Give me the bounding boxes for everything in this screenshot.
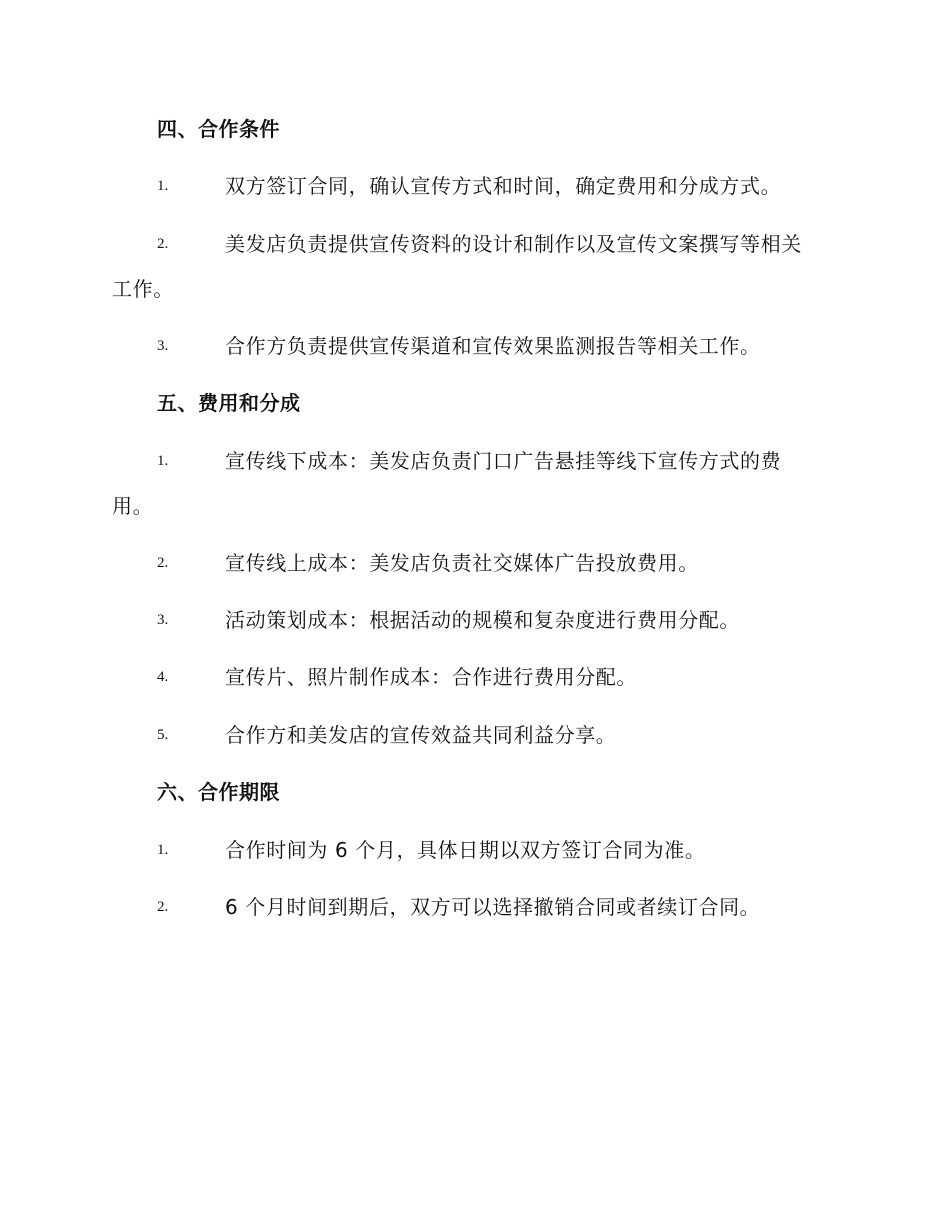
item-text: 6 个月时间到期后，双方可以选择撤销合同或者续订合同。 [225,895,761,919]
item-number: 2. [157,555,169,571]
item-number: 4. [157,669,169,685]
item-number: 5. [157,727,169,743]
section-heading: 五、费用和分成 [157,391,301,415]
item-text-continuation: 用。 [112,494,154,518]
item-number: 1. [157,453,169,469]
item-text: 宣传线下成本：美发店负责门口广告悬挂等线下宣传方式的费 [225,449,782,473]
item-number: 1. [157,178,169,194]
item-text: 合作时间为 6 个月，具体日期以双方签订合同为准。 [225,838,706,862]
item-text-continuation: 工作。 [112,277,174,301]
item-number: 1. [157,842,169,858]
section-heading: 六、合作期限 [157,780,280,804]
item-number: 3. [157,612,169,628]
item-text: 活动策划成本：根据活动的规模和复杂度进行费用分配。 [225,608,740,632]
item-text: 美发店负责提供宣传资料的设计和制作以及宣传文案撰写等相关 [225,232,802,256]
item-text: 双方签订合同，确认宣传方式和时间，确定费用和分成方式。 [225,174,782,198]
item-text: 宣传线上成本：美发店负责社交媒体广告投放费用。 [225,551,699,575]
item-text: 宣传片、照片制作成本：合作进行费用分配。 [225,665,637,689]
item-text: 合作方负责提供宣传渠道和宣传效果监测报告等相关工作。 [225,334,761,358]
section-heading: 四、合作条件 [157,117,280,141]
item-number: 3. [157,338,169,354]
item-number: 2. [157,899,169,915]
item-text: 合作方和美发店的宣传效益共同利益分享。 [225,723,617,747]
item-number: 2. [157,236,169,252]
